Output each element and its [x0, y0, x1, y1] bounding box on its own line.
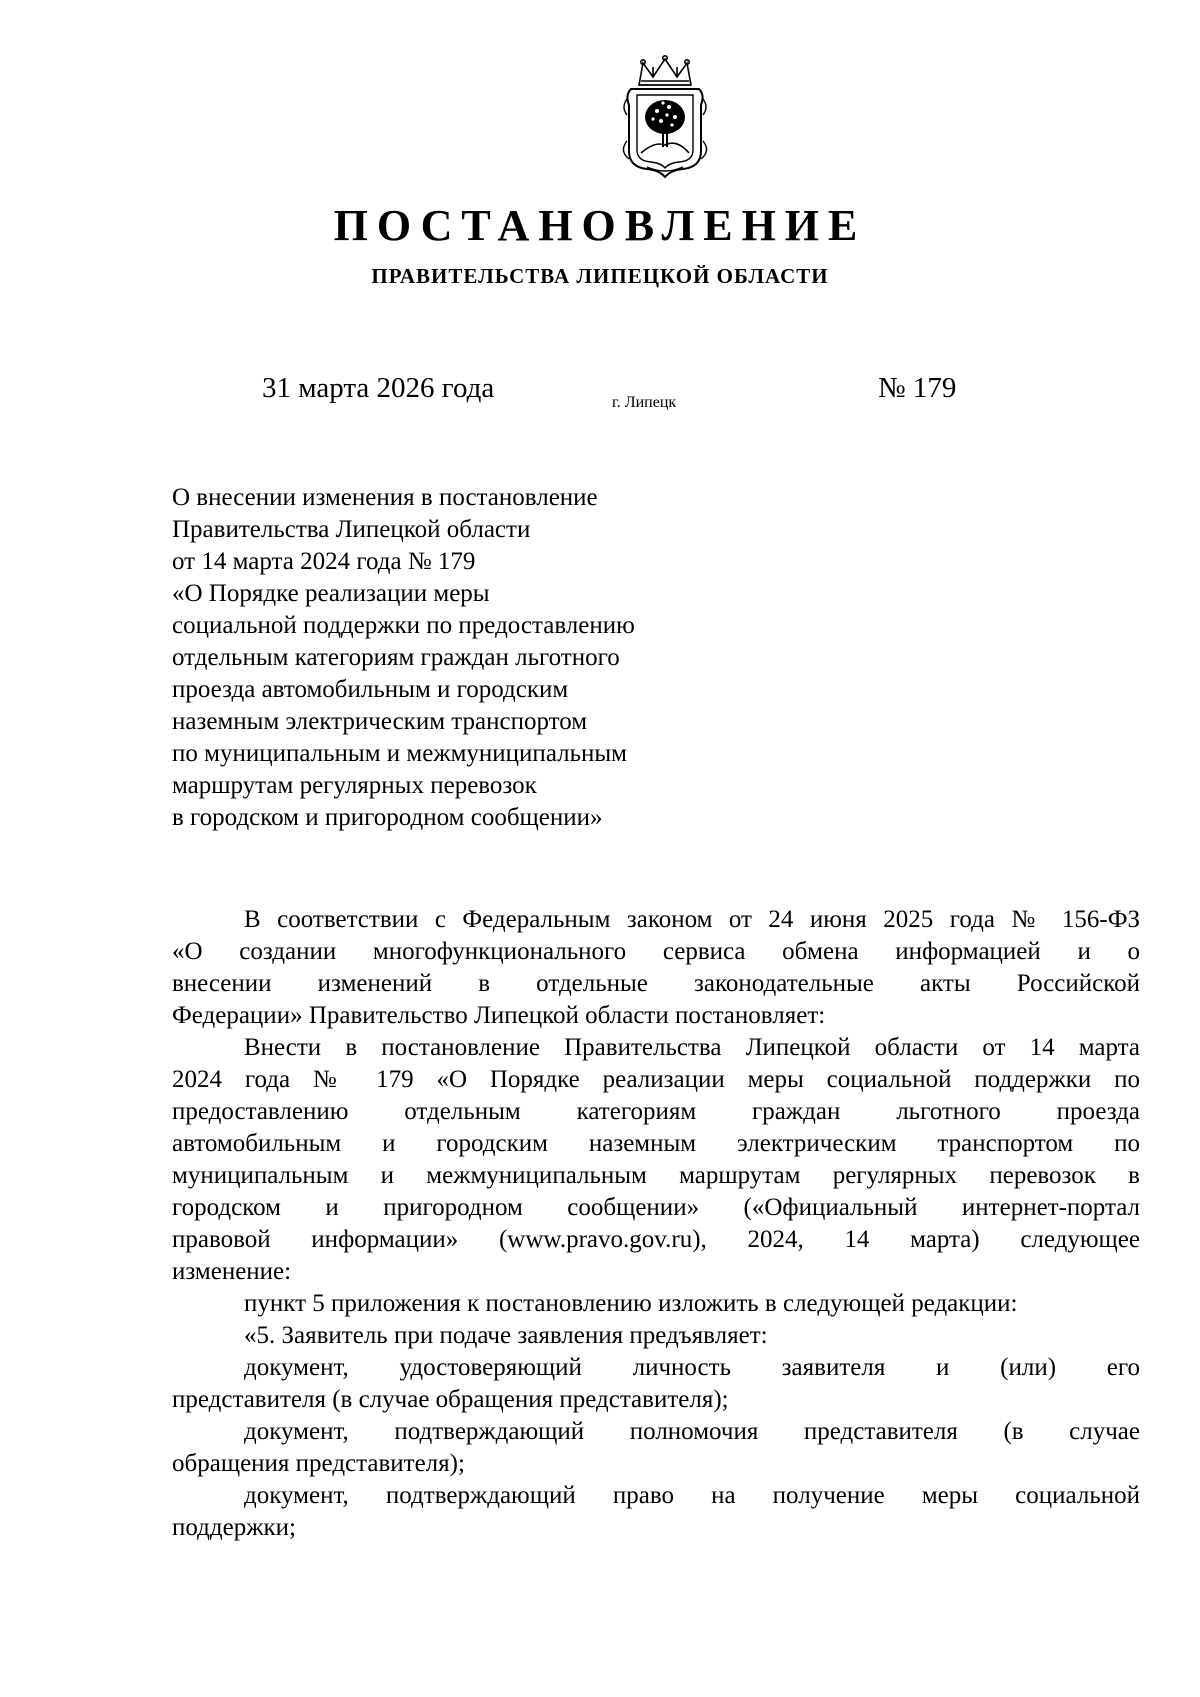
body-line: внесении изменений в отдельные законодательные акты Российской — [172, 970, 1140, 997]
heading-line: по муниципальным и межмуниципальным — [172, 740, 628, 767]
heading-line: социальной поддержки по предоставлению — [172, 612, 635, 639]
body-line: представителя (в случае обращения представителя); — [172, 1386, 729, 1413]
body-line: документ, подтверждающий полномочия представителя (в случае — [244, 1418, 1140, 1445]
heading-line: отдельным категориям граждан льготного — [172, 644, 620, 671]
body-line: предоставлению отдельным категориям граждан льготного проезда — [172, 1098, 1140, 1125]
body-line: изменение: — [172, 1258, 292, 1285]
document-date: 31 марта 2026 года — [262, 372, 495, 404]
body-line: пункт 5 приложения к постановлению изложить в следующей редакции: — [244, 1290, 1018, 1317]
body-line: документ, удостоверяющий личность заявителя и (или) его — [244, 1354, 1140, 1381]
body-line: Внести в постановление Правительства Липецкой области от 14 марта — [244, 1034, 1140, 1061]
body-line: «О создании многофункционального сервиса обмена информацией и о — [172, 938, 1140, 965]
heading-line: О внесении изменения в постановление — [172, 484, 598, 511]
heading-line: от 14 марта 2024 года № 179 — [172, 548, 476, 575]
heading-line: Правительства Липецкой области — [172, 516, 531, 543]
body-line: документ, подтверждающий право на получение меры социальной — [244, 1482, 1140, 1509]
heading-line: проезда автомобильным и городским — [172, 676, 569, 703]
heading-line: наземным электрическим транспортом — [172, 708, 588, 735]
body-line: правовой информации» (www.pravo.gov.ru), 2024, 14 марта) следующее — [172, 1226, 1140, 1253]
document-number: № 179 — [878, 372, 957, 404]
document-subtitle: ПРАВИТЕЛЬСТВА ЛИПЕЦКОЙ ОБЛАСТИ — [371, 264, 829, 288]
body-line: автомобильным и городским наземным электрическим транспортом по — [172, 1130, 1140, 1157]
heading-line: маршрутам регулярных перевозок — [172, 772, 537, 799]
body-line: 2024 года № 179 «О Порядке реализации меры социальной поддержки по — [172, 1066, 1140, 1093]
body-line: В соответствии с Федеральным законом от 24 июня 2025 года № 156-ФЗ — [244, 906, 1140, 933]
document-heading — [172, 482, 872, 834]
heading-line: в городском и пригородном сообщении» — [172, 804, 603, 831]
body-line: городском и пригородном сообщении» («Официальный интернет-портал — [172, 1194, 1140, 1221]
body-line: «5. Заявитель при подаче заявления предъявляет: — [244, 1322, 768, 1349]
body-line: поддержки; — [172, 1514, 296, 1541]
heading-line: «О Порядке реализации меры — [172, 580, 490, 607]
coat-of-arms-icon — [617, 55, 713, 180]
body-line: муниципальным и межмуниципальным маршрутам регулярных перевозок в — [172, 1162, 1140, 1189]
document-city: г. Липецк — [612, 394, 677, 411]
document-body — [172, 904, 1140, 1544]
document-title: ПОСТАНОВЛЕНИЕ — [333, 201, 867, 250]
body-line: Федерации» Правительство Липецкой области постановляет: — [172, 1002, 826, 1029]
body-line: обращения представителя); — [172, 1450, 465, 1477]
